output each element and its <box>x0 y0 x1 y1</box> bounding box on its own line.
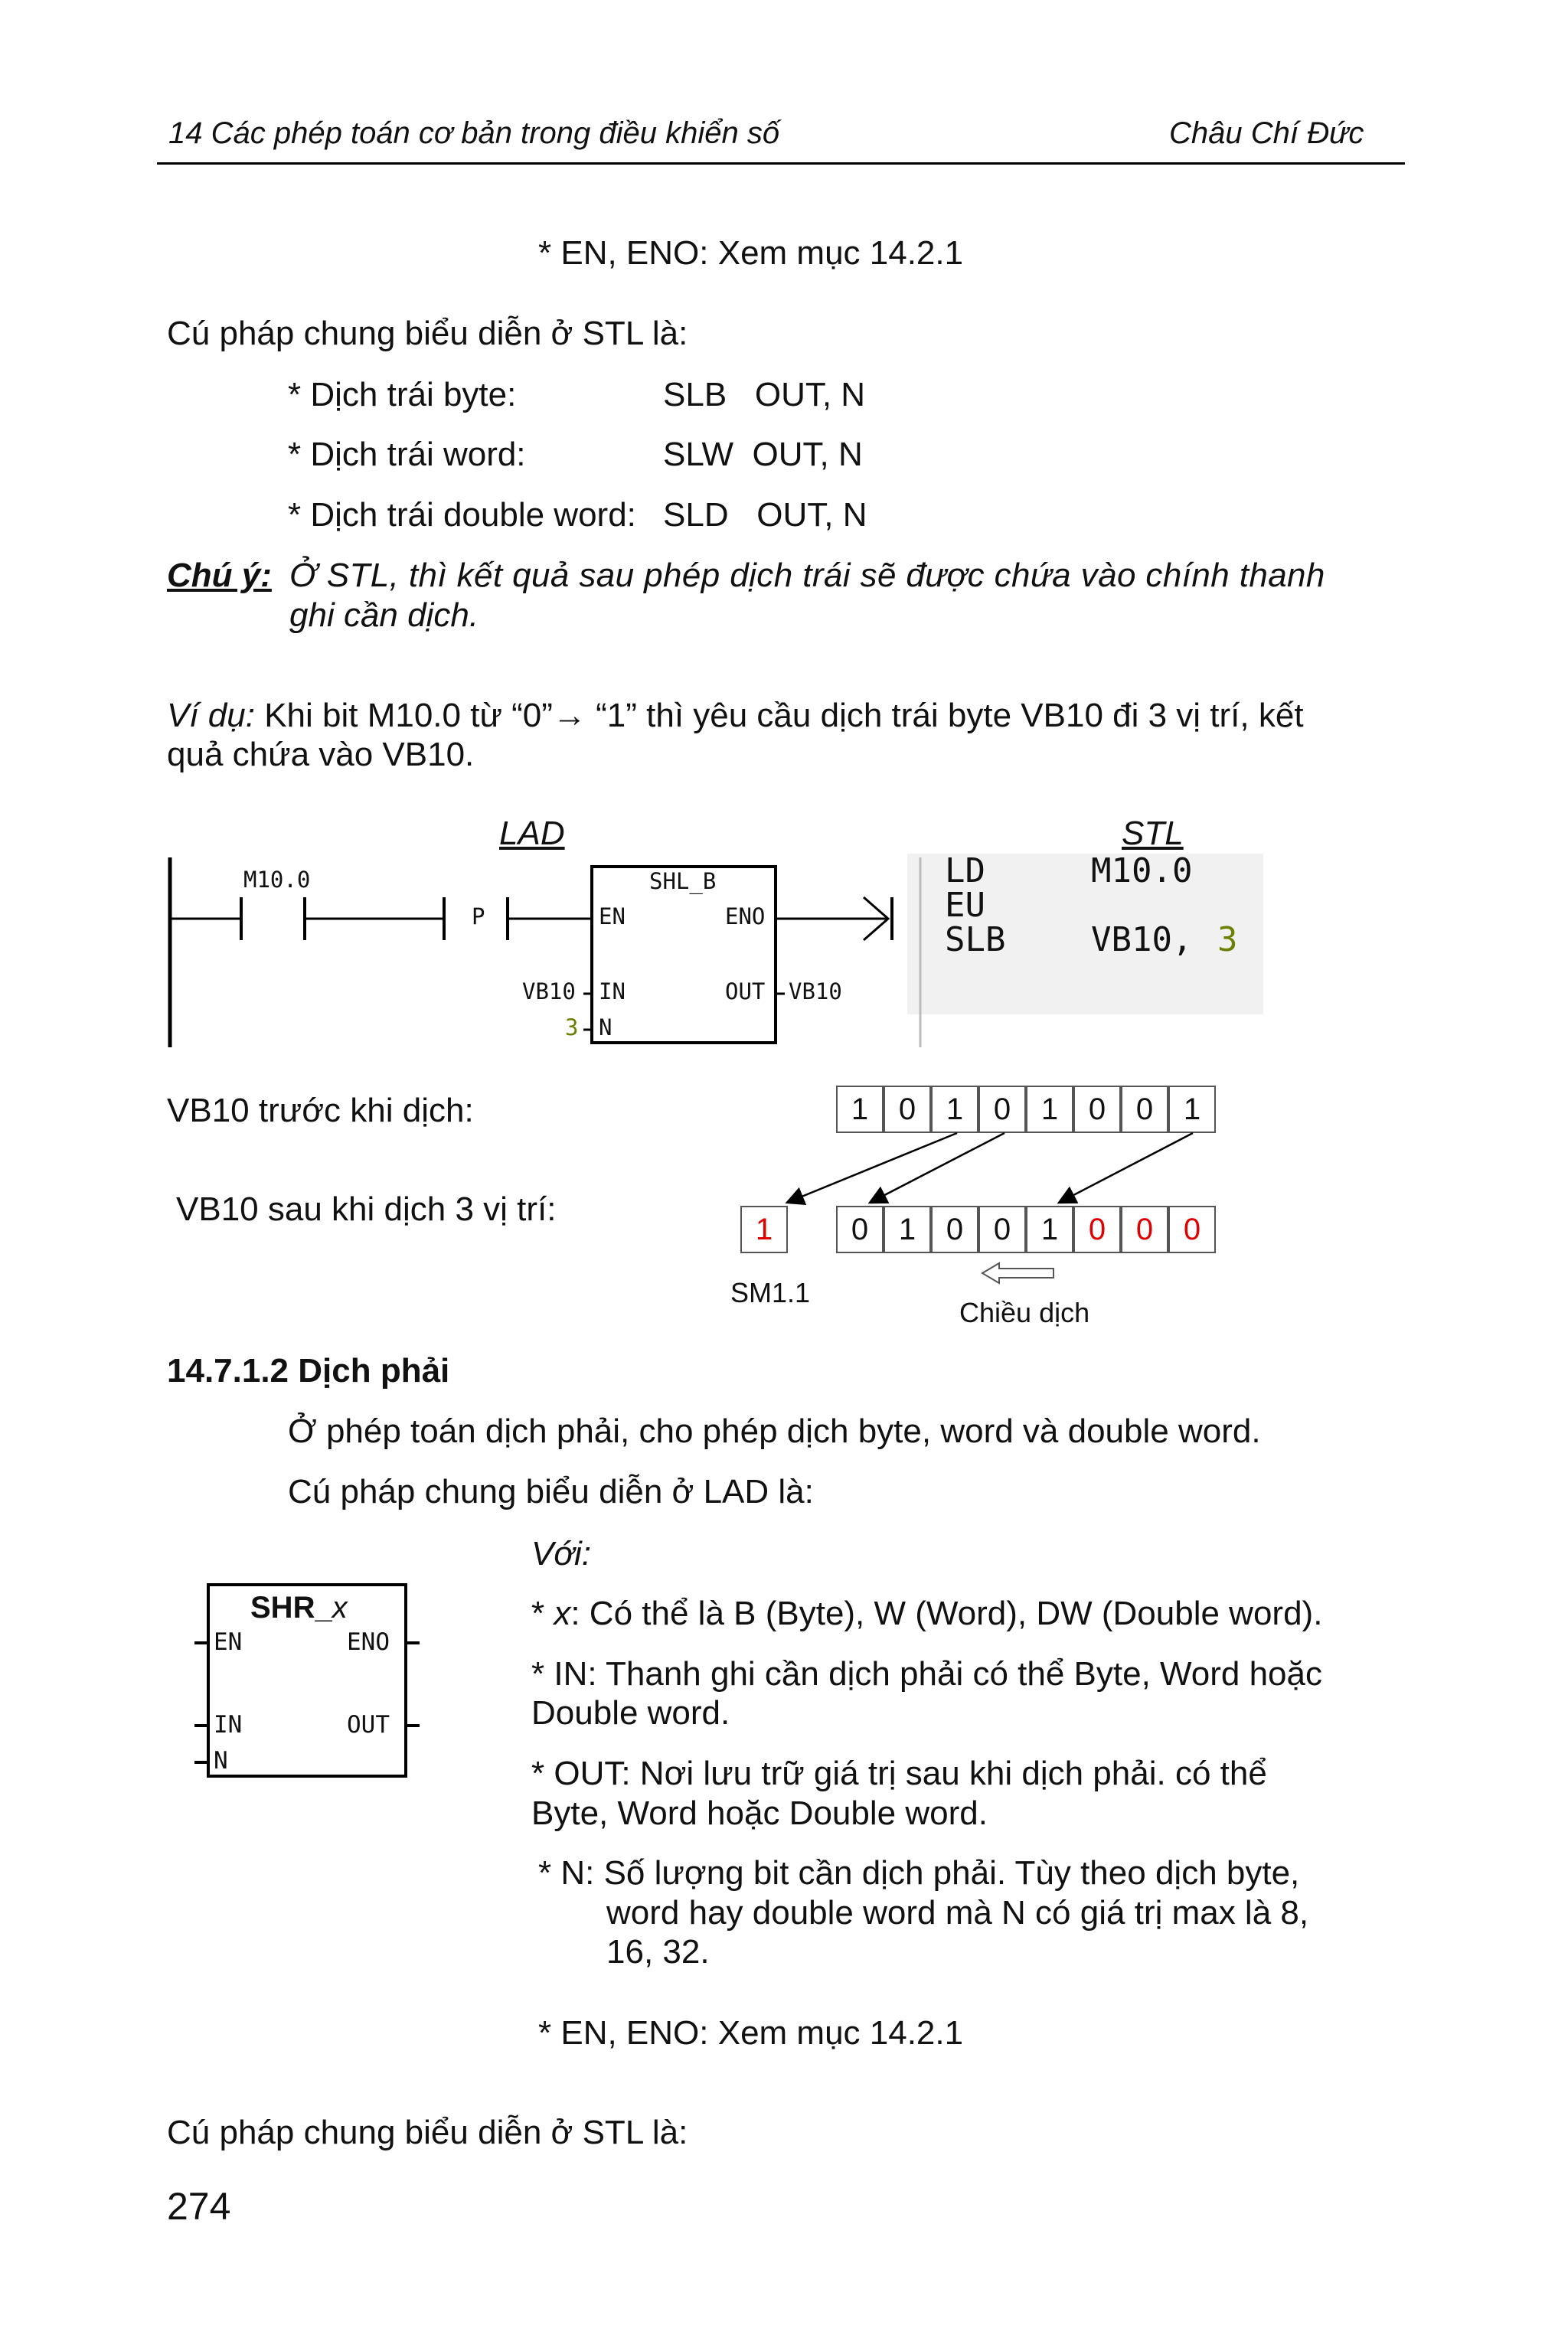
def-x-star: * <box>531 1595 554 1632</box>
n-operand: 3 <box>565 1014 579 1040</box>
stl-title: STL <box>1122 815 1184 852</box>
stl-shift-dword-code: SLD OUT, N <box>663 496 867 534</box>
note-label: Chú ý: <box>167 557 272 594</box>
before-bit-7: 1 <box>836 1086 884 1133</box>
before-bit-2: 0 <box>1073 1086 1121 1133</box>
section-title: 14.7.1.2 Dịch phải <box>167 1352 450 1390</box>
shl-in-pin: IN <box>599 978 626 1004</box>
stl-shift-word-label: * Dịch trái word: <box>288 436 526 473</box>
note-line-2: ghi cần dịch. <box>289 596 479 634</box>
before-bit-5: 1 <box>931 1086 978 1133</box>
shl-out-pin: OUT <box>725 978 766 1004</box>
shl-b-block-name: SHL_B <box>649 868 717 894</box>
positive-edge-label: P <box>472 903 485 929</box>
shift-arrows <box>766 1125 1256 1309</box>
def-x-var: x <box>554 1595 571 1632</box>
running-header-left: 14 Các phép toán cơ bản trong điều khiển số <box>168 116 780 150</box>
contact-m10-0-label: M10.0 <box>243 867 311 893</box>
lad-title: LAD <box>499 815 565 852</box>
section-paragraph-1: Ở phép toán dịch phải, cho phép dịch byte, word và double word. <box>288 1412 1261 1450</box>
shr-en-pin: EN <box>214 1628 243 1656</box>
sm1-1-label: SM1.1 <box>730 1277 811 1308</box>
shl-eno-pin: ENO <box>725 903 766 929</box>
in-operand: VB10 <box>522 978 576 1004</box>
after-bit-6: 1 <box>884 1206 931 1253</box>
stl-op-ld: LD <box>945 851 985 890</box>
example-line-2: quả chứa vào VB10. <box>167 736 475 773</box>
example-text: Khi bit M10.0 từ “0”→ “1” thì yêu cầu dịch trái byte VB10 đi 3 vị trí, kết <box>254 697 1304 734</box>
shr-eno-pin: ENO <box>347 1628 390 1656</box>
before-bit-1: 0 <box>1121 1086 1168 1133</box>
def-out-line-2: Byte, Word hoặc Double word. <box>531 1794 988 1832</box>
carry-bit-sm1-1: 1 <box>740 1206 788 1253</box>
stl-arg-n: 3 <box>1217 920 1238 959</box>
after-bit-2: 0 <box>1073 1206 1121 1253</box>
after-bit-3: 1 <box>1026 1206 1073 1253</box>
def-in-line-1: * IN: Thanh ghi cần dịch phải có thể Byte, Word hoặc <box>531 1655 1322 1693</box>
before-shift-label: VB10 trước khi dịch: <box>167 1092 474 1129</box>
before-bit-0: 1 <box>1168 1086 1216 1133</box>
def-out-line-1: * OUT: Nơi lưu trữ giá trị sau khi dịch phải. có thể <box>531 1755 1267 1792</box>
before-bit-4: 0 <box>978 1086 1026 1133</box>
section-paragraph-2: Cú pháp chung biểu diễn ở LAD là: <box>288 1473 814 1510</box>
after-bit-1: 0 <box>1121 1206 1168 1253</box>
shift-direction-label: Chiều dịch <box>959 1297 1090 1328</box>
def-in-line-2: Double word. <box>531 1694 730 1732</box>
with-label: Với: <box>531 1535 591 1572</box>
note-line-1: Ở STL, thì kết quả sau phép dịch trái sẽ được chứa vào chính thanh <box>289 557 1325 594</box>
def-x <box>531 1594 1322 1634</box>
stl-shift-byte-code: SLB OUT, N <box>663 376 866 413</box>
page-number: 274 <box>167 2185 231 2228</box>
header-rule <box>157 162 1405 165</box>
example-line-1 <box>167 696 1304 736</box>
shr-title-main: SHR_ <box>250 1591 332 1625</box>
stl-shift-dword-label: * Dịch trái double word: <box>288 496 636 534</box>
def-n-line-3: 16, 32. <box>606 1933 710 1971</box>
example-label: Ví dụ: <box>167 697 255 734</box>
before-bit-6: 0 <box>884 1086 931 1133</box>
shl-n-pin: N <box>599 1014 612 1040</box>
shr-title <box>250 1591 348 1625</box>
shr-title-var: x <box>332 1591 348 1625</box>
out-operand: VB10 <box>789 978 842 1004</box>
def-en-eno: * EN, ENO: Xem mục 14.2.1 <box>538 2014 964 2052</box>
def-x-rest: : Có thể là B (Byte), W (Word), DW (Double word). <box>570 1595 1323 1632</box>
after-bit-5: 0 <box>931 1206 978 1253</box>
stl-intro-2: Cú pháp chung biểu diễn ở STL là: <box>167 2114 688 2151</box>
stl-shift-byte-label: * Dịch trái byte: <box>288 376 517 413</box>
stl-op-slb: SLB <box>945 920 1006 959</box>
stl-op-eu: EU <box>945 886 985 925</box>
stl-intro: Cú pháp chung biểu diễn ở STL là: <box>167 315 688 352</box>
stl-arg-slb: VB10, <box>1091 920 1193 959</box>
shr-n-pin: N <box>214 1747 228 1775</box>
shr-in-pin: IN <box>214 1711 243 1739</box>
before-bit-3: 1 <box>1026 1086 1073 1133</box>
running-header-author: Châu Chí Đức <box>1169 116 1364 150</box>
def-n-line-2: word hay double word mà N có giá trị max là 8, <box>606 1894 1309 1932</box>
after-bit-4: 0 <box>978 1206 1026 1253</box>
after-bit-0: 0 <box>1168 1206 1216 1253</box>
top-en-eno-note: * EN, ENO: Xem mục 14.2.1 <box>538 234 964 272</box>
after-bit-7: 0 <box>836 1206 884 1253</box>
shl-en-pin: EN <box>599 903 626 929</box>
stl-arg-ld: M10.0 <box>1091 851 1193 890</box>
def-n-line-1: * N: Số lượng bit cần dịch phải. Tùy theo dịch byte, <box>538 1854 1300 1892</box>
shr-out-pin: OUT <box>347 1711 390 1739</box>
after-shift-label: VB10 sau khi dịch 3 vị trí: <box>176 1190 557 1228</box>
stl-shift-word-code: SLW OUT, N <box>663 436 863 473</box>
